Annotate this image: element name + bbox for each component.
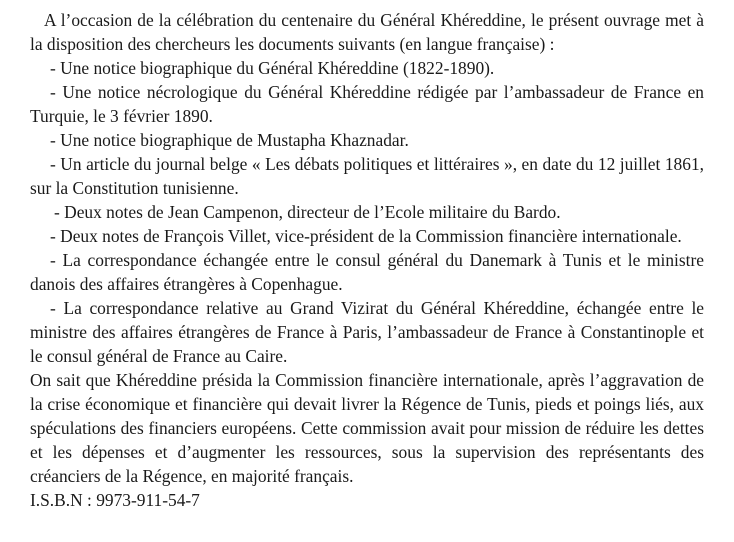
list-item-biography: - Une notice biographique du Général Khéreddine (1822-1890). [50,58,495,78]
list-item-khaznadar: - Une notice biographique de Mustapha Khaznadar. [50,130,409,150]
list-item-grand-vizirat-correspondence: - La correspondance relative au Grand Vizirat du Général Khéreddine, échangée entre le ministre des affaires étrangères de France à Paris, l’ambassadeur de France à Constantinople et le consul général de France au Caire. [30,298,704,366]
document-page [30,8,704,512]
summary-paragraph: On sait que Khéreddine présida la Commission financière internationale, après l’aggravation de la crise économique et financière qui devait livrer la Régence de Tunis, pieds et poings liés, aux spéculations des financiers européens. Cette commission avait pour mission de réduire les dettes et les dépenses et d’augmenter les ressources, sous la supervision des représentants des créanciers de la Régence, en majorité français. [30,370,704,486]
intro-paragraph: A l’occasion de la célébration du centenaire du Général Khéreddine, le présent ouvrage met à la disposition des chercheurs les documents suivants (en langue française) : [30,10,704,54]
list-item-villet-notes: - Deux notes de François Villet, vice-président de la Commission financière internationale. [50,226,682,246]
list-item-danish-correspondence: - La correspondance échangée entre le consul général du Danemark à Tunis et le ministre danois des affaires étrangères à Copenhague. [30,250,704,294]
isbn-line: I.S.B.N : 9973-911-54-7 [30,490,200,510]
list-item-belgian-article: - Un article du journal belge « Les débats politiques et littéraires », en date du 12 juillet 1861, sur la Constitution tunisienne. [30,154,704,198]
list-item-obituary: - Une notice nécrologique du Général Khéreddine rédigée par l’ambassadeur de France en Turquie, le 3 février 1890. [30,82,704,126]
list-item-campenon-notes: - Deux notes de Jean Campenon, directeur de l’Ecole militaire du Bardo. [54,202,561,222]
